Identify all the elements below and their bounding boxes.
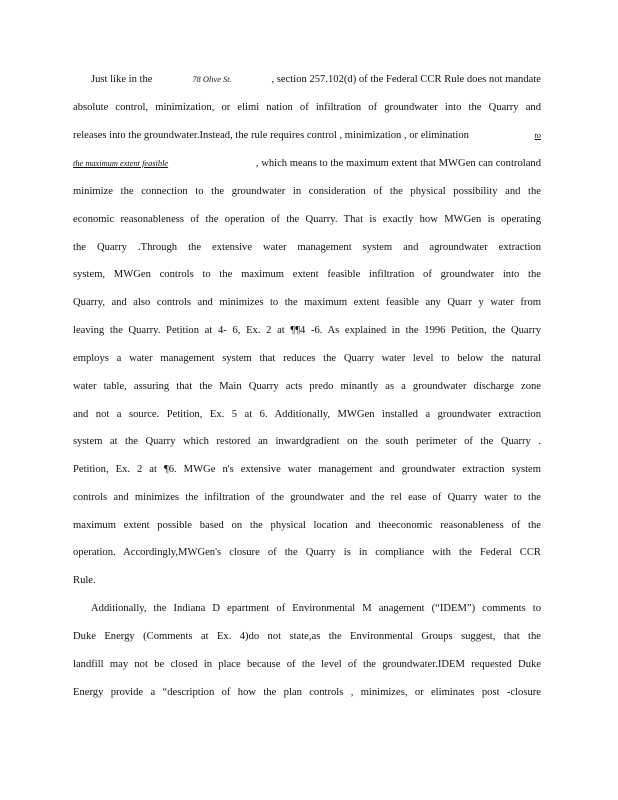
text-segment: , section 257.102(d) of the Federal CCR Rule does not mandate	[271, 74, 541, 85]
text-line-10: leaving the Quarry. Petition at 4- 6, Ex. 2 at ¶¶4 -6. As explained in the 1996 Petition, the Quarry	[73, 325, 541, 336]
text-line-11: employs a water management system that reduces the Quarry water level to below the natural	[73, 353, 541, 364]
text-segment: releases into the groundwater.Instead, the rule requires control , minimization , or elimination	[73, 130, 469, 141]
text-line-20: Additionally, the Indiana D epartment of Environmental M anagement (“IDEM”) comments to	[91, 603, 541, 614]
case-citation: 78 Olive St.	[192, 75, 232, 84]
text-line-2: absolute control, minimization, or elimi nation of infiltration of groundwater into the Quarry and	[73, 102, 541, 113]
text-line-23: Energy provide a “description of how the plan controls , minimizes, or eliminates post -closure	[73, 687, 541, 698]
text-line-3	[73, 129, 541, 143]
text-line-13: and not a source. Petition, Ex. 5 at 6. Additionally, MWGen installed a groundwater extraction	[73, 409, 541, 420]
text-line-14: system at the Quarry which restored an inwardgradient on the south perimeter of the Quarry .	[73, 436, 541, 447]
text-line-21: Duke Energy (Comments at Ex. 4)do not state,as the Environmental Groups suggest, that the	[73, 631, 541, 642]
text-line-4	[73, 157, 541, 171]
text-line-1	[91, 73, 541, 87]
emphasis-link: the maximum extent feasible	[73, 159, 169, 168]
text-line-19: Rule.	[73, 575, 96, 586]
text-line-12: water table, assuring that the Main Quarry acts predo minantly as a groundwater discharge zone	[73, 381, 541, 392]
emphasis-link: to	[534, 131, 541, 140]
text-line-16: controls and minimizes the infiltration of the groundwater and the rel ease of Quarry water to the	[73, 492, 541, 503]
text-line-8: system, MWGen controls to the maximum extent feasible infiltration of groundwater into the	[73, 269, 541, 280]
text-segment: Just like in the	[91, 74, 153, 85]
text-line-9: Quarry, and also controls and minimizes to the maximum extent feasible any Quarr y water from	[73, 297, 541, 308]
text-line-22: landfill may not be closed in place because of the level of the groundwater.IDEM requested Duke	[73, 659, 541, 670]
text-line-5: minimize the connection to the groundwater in consideration of the physical possibility and the	[73, 186, 541, 197]
text-line-7: the Quarry .Through the extensive water management system and agroundwater extraction	[73, 242, 541, 253]
text-line-6: economic reasonableness of the operation of the Quarry. That is exactly how MWGen is operating	[73, 214, 541, 225]
text-line-18: operation. Accordingly,MWGen's closure of the Quarry is in compliance with the Federal CCR	[73, 547, 541, 558]
text-line-15: Petition, Ex. 2 at ¶6. MWGe n's extensive water management and groundwater extraction system	[73, 464, 541, 475]
text-segment: , which means to the maximum extent that MWGen can controland	[255, 158, 541, 169]
text-line-17: maximum extent possible based on the physical location and theeconomic reasonableness of the	[73, 520, 541, 531]
